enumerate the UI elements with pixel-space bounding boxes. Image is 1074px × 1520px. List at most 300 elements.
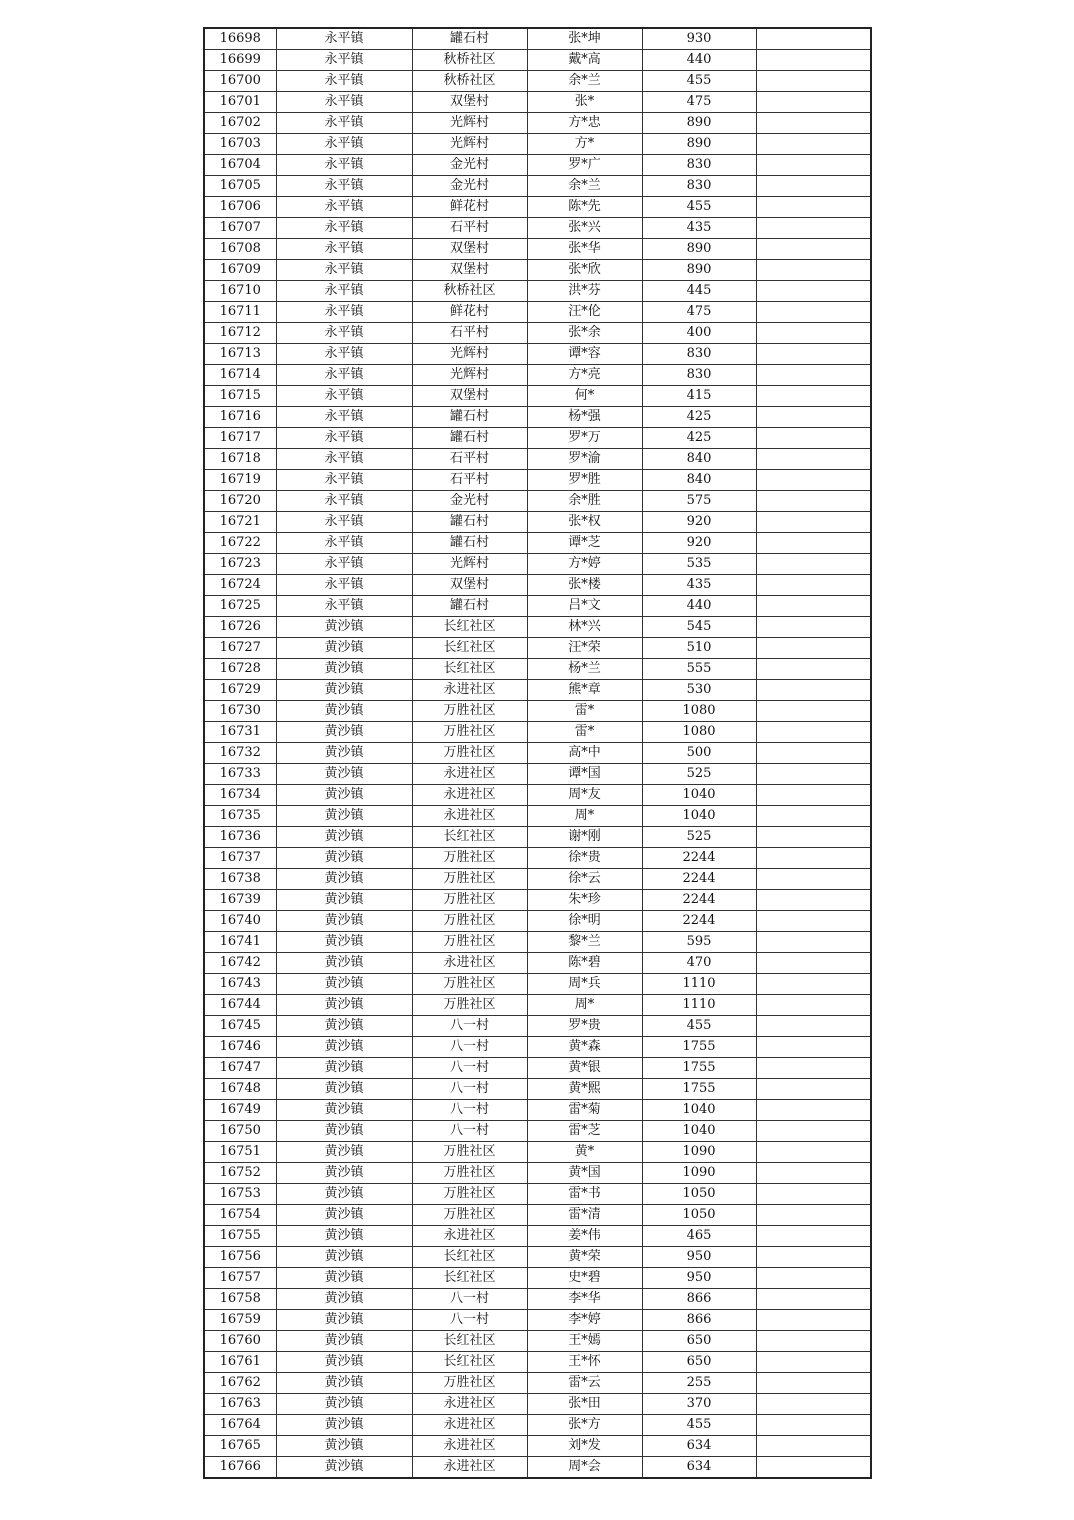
- cell-town: 黄沙镇: [276, 638, 412, 659]
- cell-remark: [756, 1037, 871, 1058]
- cell-town: 黄沙镇: [276, 911, 412, 932]
- cell-name: 雷*书: [527, 1184, 642, 1205]
- cell-name: 陈*先: [527, 197, 642, 218]
- cell-name: 周*: [527, 995, 642, 1016]
- table-row: [204, 533, 871, 554]
- cell-remark: [756, 722, 871, 743]
- cell-village: 石平村: [412, 218, 527, 239]
- cell-town: 永平镇: [276, 176, 412, 197]
- cell-village: 双堡村: [412, 575, 527, 596]
- cell-name: 方*: [527, 134, 642, 155]
- cell-name: 姜*伟: [527, 1226, 642, 1247]
- cell-town: 永平镇: [276, 71, 412, 92]
- cell-amount: 950: [642, 1268, 756, 1289]
- table-row: [204, 1247, 871, 1268]
- cell-amount: 830: [642, 365, 756, 386]
- cell-town: 黄沙镇: [276, 1121, 412, 1142]
- cell-village: 永进社区: [412, 785, 527, 806]
- cell-remark: [756, 1310, 871, 1331]
- cell-amount: 2244: [642, 911, 756, 932]
- cell-serial-number: 16709: [204, 260, 276, 281]
- table-row: [204, 1205, 871, 1226]
- cell-amount: 1110: [642, 995, 756, 1016]
- table-row: [204, 701, 871, 722]
- table-row: [204, 28, 871, 50]
- cell-town: 黄沙镇: [276, 1310, 412, 1331]
- table-row: [204, 722, 871, 743]
- cell-village: 八一村: [412, 1121, 527, 1142]
- cell-village: 双堡村: [412, 92, 527, 113]
- cell-name: 谢*刚: [527, 827, 642, 848]
- cell-amount: 920: [642, 512, 756, 533]
- cell-town: 黄沙镇: [276, 1037, 412, 1058]
- cell-name: 黎*兰: [527, 932, 642, 953]
- cell-serial-number: 16715: [204, 386, 276, 407]
- cell-remark: [756, 806, 871, 827]
- table-row: [204, 1184, 871, 1205]
- cell-name: 黄*熙: [527, 1079, 642, 1100]
- cell-name: 徐*明: [527, 911, 642, 932]
- cell-name: 雷*菊: [527, 1100, 642, 1121]
- cell-remark: [756, 1436, 871, 1457]
- cell-town: 永平镇: [276, 554, 412, 575]
- cell-remark: [756, 932, 871, 953]
- cell-town: 黄沙镇: [276, 722, 412, 743]
- cell-remark: [756, 1163, 871, 1184]
- cell-remark: [756, 302, 871, 323]
- cell-village: 长红社区: [412, 827, 527, 848]
- cell-serial-number: 16701: [204, 92, 276, 113]
- cell-town: 永平镇: [276, 470, 412, 491]
- cell-serial-number: 16748: [204, 1079, 276, 1100]
- cell-name: 雷*: [527, 722, 642, 743]
- cell-name: 徐*贵: [527, 848, 642, 869]
- cell-serial-number: 16722: [204, 533, 276, 554]
- cell-name: 徐*云: [527, 869, 642, 890]
- cell-remark: [756, 743, 871, 764]
- cell-name: 张*: [527, 92, 642, 113]
- cell-amount: 370: [642, 1394, 756, 1415]
- cell-serial-number: 16756: [204, 1247, 276, 1268]
- cell-amount: 595: [642, 932, 756, 953]
- cell-remark: [756, 659, 871, 680]
- cell-remark: [756, 239, 871, 260]
- cell-remark: [756, 491, 871, 512]
- cell-amount: 445: [642, 281, 756, 302]
- cell-remark: [756, 1142, 871, 1163]
- cell-amount: 1755: [642, 1037, 756, 1058]
- cell-name: 方*亮: [527, 365, 642, 386]
- cell-amount: 890: [642, 239, 756, 260]
- cell-town: 永平镇: [276, 428, 412, 449]
- cell-remark: [756, 449, 871, 470]
- cell-serial-number: 16741: [204, 932, 276, 953]
- table-row: [204, 218, 871, 239]
- cell-remark: [756, 1331, 871, 1352]
- cell-serial-number: 16765: [204, 1436, 276, 1457]
- cell-serial-number: 16723: [204, 554, 276, 575]
- cell-amount: 1040: [642, 806, 756, 827]
- cell-village: 长红社区: [412, 659, 527, 680]
- cell-remark: [756, 1058, 871, 1079]
- cell-amount: 440: [642, 596, 756, 617]
- cell-serial-number: 16763: [204, 1394, 276, 1415]
- cell-town: 永平镇: [276, 596, 412, 617]
- cell-amount: 650: [642, 1331, 756, 1352]
- cell-amount: 575: [642, 491, 756, 512]
- cell-village: 万胜社区: [412, 995, 527, 1016]
- table-row: [204, 1415, 871, 1436]
- cell-village: 罐石村: [412, 428, 527, 449]
- cell-town: 黄沙镇: [276, 659, 412, 680]
- cell-amount: 455: [642, 197, 756, 218]
- cell-town: 黄沙镇: [276, 1142, 412, 1163]
- cell-amount: 1040: [642, 785, 756, 806]
- cell-amount: 840: [642, 470, 756, 491]
- cell-name: 杨*兰: [527, 659, 642, 680]
- cell-town: 黄沙镇: [276, 1394, 412, 1415]
- table-row: [204, 953, 871, 974]
- cell-name: 王*嫣: [527, 1331, 642, 1352]
- cell-amount: 890: [642, 260, 756, 281]
- table-row: [204, 1121, 871, 1142]
- table-row: [204, 764, 871, 785]
- cell-town: 黄沙镇: [276, 974, 412, 995]
- cell-remark: [756, 28, 871, 50]
- cell-serial-number: 16751: [204, 1142, 276, 1163]
- table-row: [204, 617, 871, 638]
- cell-name: 陈*碧: [527, 953, 642, 974]
- table-row: [204, 932, 871, 953]
- cell-remark: [756, 1457, 871, 1479]
- cell-town: 永平镇: [276, 281, 412, 302]
- table-row: [204, 575, 871, 596]
- cell-serial-number: 16706: [204, 197, 276, 218]
- cell-town: 永平镇: [276, 92, 412, 113]
- table-row: [204, 1436, 871, 1457]
- cell-remark: [756, 575, 871, 596]
- cell-remark: [756, 1100, 871, 1121]
- cell-village: 长红社区: [412, 1247, 527, 1268]
- cell-village: 罐石村: [412, 533, 527, 554]
- cell-serial-number: 16704: [204, 155, 276, 176]
- cell-serial-number: 16700: [204, 71, 276, 92]
- cell-amount: 525: [642, 827, 756, 848]
- cell-town: 永平镇: [276, 28, 412, 50]
- cell-remark: [756, 1205, 871, 1226]
- cell-serial-number: 16714: [204, 365, 276, 386]
- cell-village: 永进社区: [412, 1457, 527, 1479]
- cell-name: 余*兰: [527, 71, 642, 92]
- cell-amount: 425: [642, 407, 756, 428]
- cell-amount: 510: [642, 638, 756, 659]
- cell-village: 八一村: [412, 1016, 527, 1037]
- cell-town: 永平镇: [276, 134, 412, 155]
- cell-town: 黄沙镇: [276, 1352, 412, 1373]
- cell-village: 八一村: [412, 1037, 527, 1058]
- cell-remark: [756, 176, 871, 197]
- cell-serial-number: 16720: [204, 491, 276, 512]
- table-row: [204, 638, 871, 659]
- cell-name: 谭*国: [527, 764, 642, 785]
- table-row: [204, 680, 871, 701]
- cell-name: 余*胜: [527, 491, 642, 512]
- cell-remark: [756, 869, 871, 890]
- cell-remark: [756, 365, 871, 386]
- cell-village: 长红社区: [412, 1268, 527, 1289]
- table-row: [204, 869, 871, 890]
- cell-amount: 425: [642, 428, 756, 449]
- cell-serial-number: 16744: [204, 995, 276, 1016]
- table-row: [204, 1268, 871, 1289]
- cell-town: 黄沙镇: [276, 1268, 412, 1289]
- cell-amount: 920: [642, 533, 756, 554]
- cell-name: 罗*胜: [527, 470, 642, 491]
- table-row: [204, 1142, 871, 1163]
- cell-town: 永平镇: [276, 533, 412, 554]
- table-row: [204, 1352, 871, 1373]
- cell-village: 罐石村: [412, 407, 527, 428]
- table-row: [204, 134, 871, 155]
- cell-name: 黄*银: [527, 1058, 642, 1079]
- cell-village: 永进社区: [412, 953, 527, 974]
- table-row: [204, 1394, 871, 1415]
- table-row: [204, 848, 871, 869]
- cell-remark: [756, 1226, 871, 1247]
- cell-remark: [756, 92, 871, 113]
- cell-village: 万胜社区: [412, 1205, 527, 1226]
- cell-serial-number: 16754: [204, 1205, 276, 1226]
- cell-name: 张*余: [527, 323, 642, 344]
- cell-amount: 930: [642, 28, 756, 50]
- cell-village: 长红社区: [412, 1352, 527, 1373]
- cell-village: 万胜社区: [412, 848, 527, 869]
- cell-town: 永平镇: [276, 344, 412, 365]
- table-row: [204, 743, 871, 764]
- cell-village: 万胜社区: [412, 1184, 527, 1205]
- cell-remark: [756, 785, 871, 806]
- cell-amount: 830: [642, 155, 756, 176]
- cell-town: 黄沙镇: [276, 932, 412, 953]
- cell-name: 李*婷: [527, 1310, 642, 1331]
- cell-amount: 435: [642, 218, 756, 239]
- cell-name: 雷*云: [527, 1373, 642, 1394]
- cell-serial-number: 16737: [204, 848, 276, 869]
- cell-name: 方*忠: [527, 113, 642, 134]
- cell-town: 永平镇: [276, 260, 412, 281]
- cell-remark: [756, 197, 871, 218]
- cell-name: 王*怀: [527, 1352, 642, 1373]
- cell-remark: [756, 1016, 871, 1037]
- cell-town: 黄沙镇: [276, 1247, 412, 1268]
- cell-village: 八一村: [412, 1310, 527, 1331]
- cell-name: 林*兴: [527, 617, 642, 638]
- cell-remark: [756, 974, 871, 995]
- cell-village: 罐石村: [412, 28, 527, 50]
- cell-town: 黄沙镇: [276, 1457, 412, 1479]
- cell-remark: [756, 1394, 871, 1415]
- cell-remark: [756, 512, 871, 533]
- cell-serial-number: 16735: [204, 806, 276, 827]
- cell-serial-number: 16711: [204, 302, 276, 323]
- cell-name: 何*: [527, 386, 642, 407]
- cell-village: 万胜社区: [412, 1142, 527, 1163]
- table-row: [204, 1079, 871, 1100]
- cell-town: 黄沙镇: [276, 1331, 412, 1352]
- cell-name: 黄*国: [527, 1163, 642, 1184]
- cell-serial-number: 16747: [204, 1058, 276, 1079]
- cell-serial-number: 16733: [204, 764, 276, 785]
- cell-town: 黄沙镇: [276, 1163, 412, 1184]
- cell-amount: 500: [642, 743, 756, 764]
- cell-amount: 890: [642, 134, 756, 155]
- cell-name: 汪*荣: [527, 638, 642, 659]
- cell-name: 雷*: [527, 701, 642, 722]
- cell-town: 永平镇: [276, 575, 412, 596]
- cell-town: 黄沙镇: [276, 743, 412, 764]
- cell-serial-number: 16705: [204, 176, 276, 197]
- cell-serial-number: 16721: [204, 512, 276, 533]
- table-row: [204, 176, 871, 197]
- cell-serial-number: 16745: [204, 1016, 276, 1037]
- cell-amount: 545: [642, 617, 756, 638]
- cell-remark: [756, 428, 871, 449]
- cell-amount: 1040: [642, 1121, 756, 1142]
- cell-name: 杨*强: [527, 407, 642, 428]
- cell-serial-number: 16698: [204, 28, 276, 50]
- cell-village: 万胜社区: [412, 743, 527, 764]
- cell-serial-number: 16699: [204, 50, 276, 71]
- cell-serial-number: 16724: [204, 575, 276, 596]
- cell-name: 刘*发: [527, 1436, 642, 1457]
- cell-village: 石平村: [412, 470, 527, 491]
- cell-remark: [756, 1247, 871, 1268]
- cell-village: 万胜社区: [412, 1163, 527, 1184]
- cell-village: 秋桥社区: [412, 50, 527, 71]
- cell-name: 谭*芝: [527, 533, 642, 554]
- cell-amount: 890: [642, 113, 756, 134]
- cell-serial-number: 16725: [204, 596, 276, 617]
- cell-village: 金光村: [412, 176, 527, 197]
- cell-remark: [756, 995, 871, 1016]
- data-table: [203, 27, 872, 1479]
- cell-town: 黄沙镇: [276, 1373, 412, 1394]
- cell-remark: [756, 554, 871, 575]
- cell-town: 永平镇: [276, 155, 412, 176]
- cell-name: 余*兰: [527, 176, 642, 197]
- cell-serial-number: 16728: [204, 659, 276, 680]
- cell-name: 熊*章: [527, 680, 642, 701]
- cell-town: 黄沙镇: [276, 1226, 412, 1247]
- cell-amount: 555: [642, 659, 756, 680]
- cell-serial-number: 16731: [204, 722, 276, 743]
- cell-village: 永进社区: [412, 1415, 527, 1436]
- cell-amount: 440: [642, 50, 756, 71]
- cell-name: 李*华: [527, 1289, 642, 1310]
- table-row: [204, 197, 871, 218]
- cell-serial-number: 16713: [204, 344, 276, 365]
- cell-serial-number: 16726: [204, 617, 276, 638]
- cell-serial-number: 16752: [204, 1163, 276, 1184]
- cell-amount: 1755: [642, 1079, 756, 1100]
- cell-amount: 1080: [642, 722, 756, 743]
- cell-town: 黄沙镇: [276, 701, 412, 722]
- table-row: [204, 1457, 871, 1479]
- cell-serial-number: 16738: [204, 869, 276, 890]
- cell-town: 永平镇: [276, 512, 412, 533]
- cell-remark: [756, 386, 871, 407]
- cell-village: 永进社区: [412, 764, 527, 785]
- cell-amount: 950: [642, 1247, 756, 1268]
- cell-remark: [756, 155, 871, 176]
- table-row: [204, 71, 871, 92]
- cell-name: 方*婷: [527, 554, 642, 575]
- cell-remark: [756, 1373, 871, 1394]
- cell-town: 黄沙镇: [276, 764, 412, 785]
- cell-amount: 840: [642, 449, 756, 470]
- cell-amount: 1050: [642, 1184, 756, 1205]
- table-row: [204, 1037, 871, 1058]
- table-row: [204, 1373, 871, 1394]
- cell-serial-number: 16742: [204, 953, 276, 974]
- table-body: [204, 28, 871, 1478]
- cell-remark: [756, 848, 871, 869]
- cell-village: 光辉村: [412, 344, 527, 365]
- cell-town: 黄沙镇: [276, 995, 412, 1016]
- table-row: [204, 491, 871, 512]
- cell-amount: 475: [642, 302, 756, 323]
- cell-name: 张*坤: [527, 28, 642, 50]
- cell-village: 万胜社区: [412, 1373, 527, 1394]
- cell-name: 谭*容: [527, 344, 642, 365]
- table-row: [204, 449, 871, 470]
- cell-remark: [756, 1352, 871, 1373]
- cell-town: 永平镇: [276, 386, 412, 407]
- cell-town: 永平镇: [276, 197, 412, 218]
- cell-town: 永平镇: [276, 407, 412, 428]
- cell-village: 金光村: [412, 155, 527, 176]
- cell-village: 万胜社区: [412, 932, 527, 953]
- table-row: [204, 827, 871, 848]
- cell-remark: [756, 911, 871, 932]
- table-row: [204, 911, 871, 932]
- table-row: [204, 1016, 871, 1037]
- cell-remark: [756, 596, 871, 617]
- table-row: [204, 428, 871, 449]
- cell-remark: [756, 890, 871, 911]
- cell-village: 金光村: [412, 491, 527, 512]
- cell-amount: 535: [642, 554, 756, 575]
- cell-serial-number: 16740: [204, 911, 276, 932]
- cell-remark: [756, 617, 871, 638]
- cell-amount: 1080: [642, 701, 756, 722]
- cell-amount: 400: [642, 323, 756, 344]
- cell-remark: [756, 638, 871, 659]
- cell-village: 永进社区: [412, 1226, 527, 1247]
- cell-amount: 525: [642, 764, 756, 785]
- cell-remark: [756, 1121, 871, 1142]
- table-row: [204, 1289, 871, 1310]
- table-row: [204, 1163, 871, 1184]
- cell-remark: [756, 71, 871, 92]
- cell-name: 朱*珍: [527, 890, 642, 911]
- cell-name: 史*碧: [527, 1268, 642, 1289]
- table-row: [204, 1100, 871, 1121]
- cell-remark: [756, 680, 871, 701]
- cell-name: 张*欣: [527, 260, 642, 281]
- cell-town: 黄沙镇: [276, 953, 412, 974]
- cell-name: 罗*贵: [527, 1016, 642, 1037]
